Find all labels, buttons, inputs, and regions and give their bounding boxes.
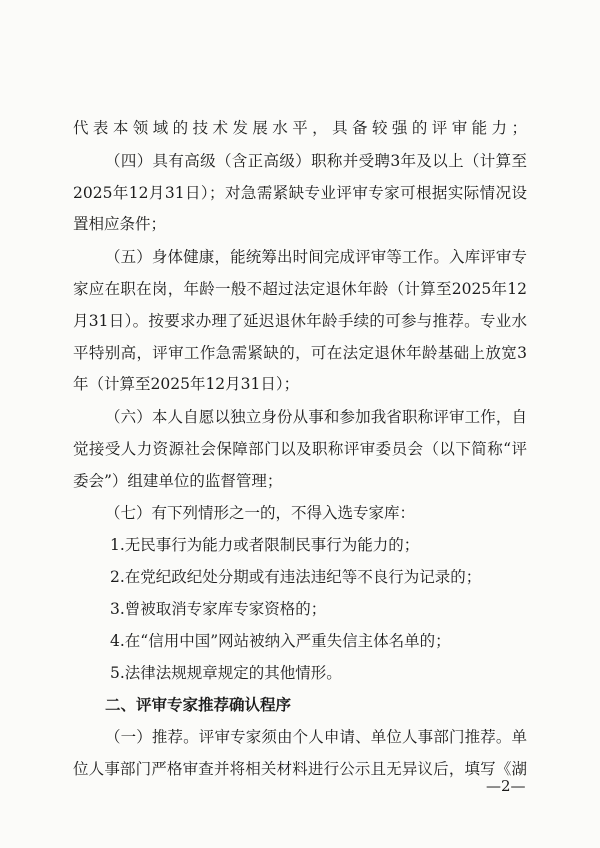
text-line: （六）本人自愿以独立身份从事和参加我省职称评审工作，自 [105, 408, 527, 426]
text-line: 置相应条件； [73, 215, 167, 233]
list-item: 3.曾被取消专家库专家资格的； [110, 600, 327, 618]
text-line: 位人事部门严格审查并将相关材料进行公示且无异议后，填写《湖 [73, 760, 527, 778]
list-item: 1.无民事行为能力或者限制民事行为能力的； [110, 536, 420, 554]
text-line: 年（计算至2025年12月31日）； [73, 375, 300, 393]
text-line: 家应在职在岗，年龄一般不超过法定退休年龄（计算至2025年12 [73, 280, 527, 298]
text-line: （四）具有高级（含正高级）职称并受聘3年及以上（计算至 [105, 152, 527, 170]
text-line: （五）身体健康，能统筹出时间完成评审等工作。入库评审专 [105, 248, 527, 266]
text-line: （七）有下列情形之一的，不得入选专家库： [105, 504, 416, 522]
text-line: 代表本领域的技术发展水平，具备较强的评审能力； [73, 119, 527, 137]
text-line: 月31日）。按要求办理了延迟退休年龄手续的可参与推荐。专业水 [73, 312, 527, 330]
list-item: 2.在党纪政纪处分期或有违法违纪等不良行为记录的； [110, 568, 482, 586]
section-heading: 二、评审专家推荐确认程序 [105, 696, 292, 714]
text-line: 2025年12月31日）；对急需紧缺专业评审专家可根据实际情况设 [73, 184, 527, 202]
text-line: 觉接受人力资源社会保障部门以及职称评审委员会（以下简称“评 [73, 440, 527, 458]
text-line: （一）推荐。评审专家须由个人申请、单位人事部门推荐。单 [105, 728, 527, 746]
list-item: 5.法律法规规章规定的其他情形。 [110, 664, 342, 682]
text-line: 委会”）组建单位的监督管理； [73, 472, 283, 490]
page-number: —2— [486, 777, 526, 795]
list-item: 4.在“信用中国”网站被纳入严重失信主体名单的； [110, 632, 451, 650]
text-line: 平特别高，评审工作急需紧缺的，可在法定退休年龄基础上放宽3 [73, 344, 527, 362]
